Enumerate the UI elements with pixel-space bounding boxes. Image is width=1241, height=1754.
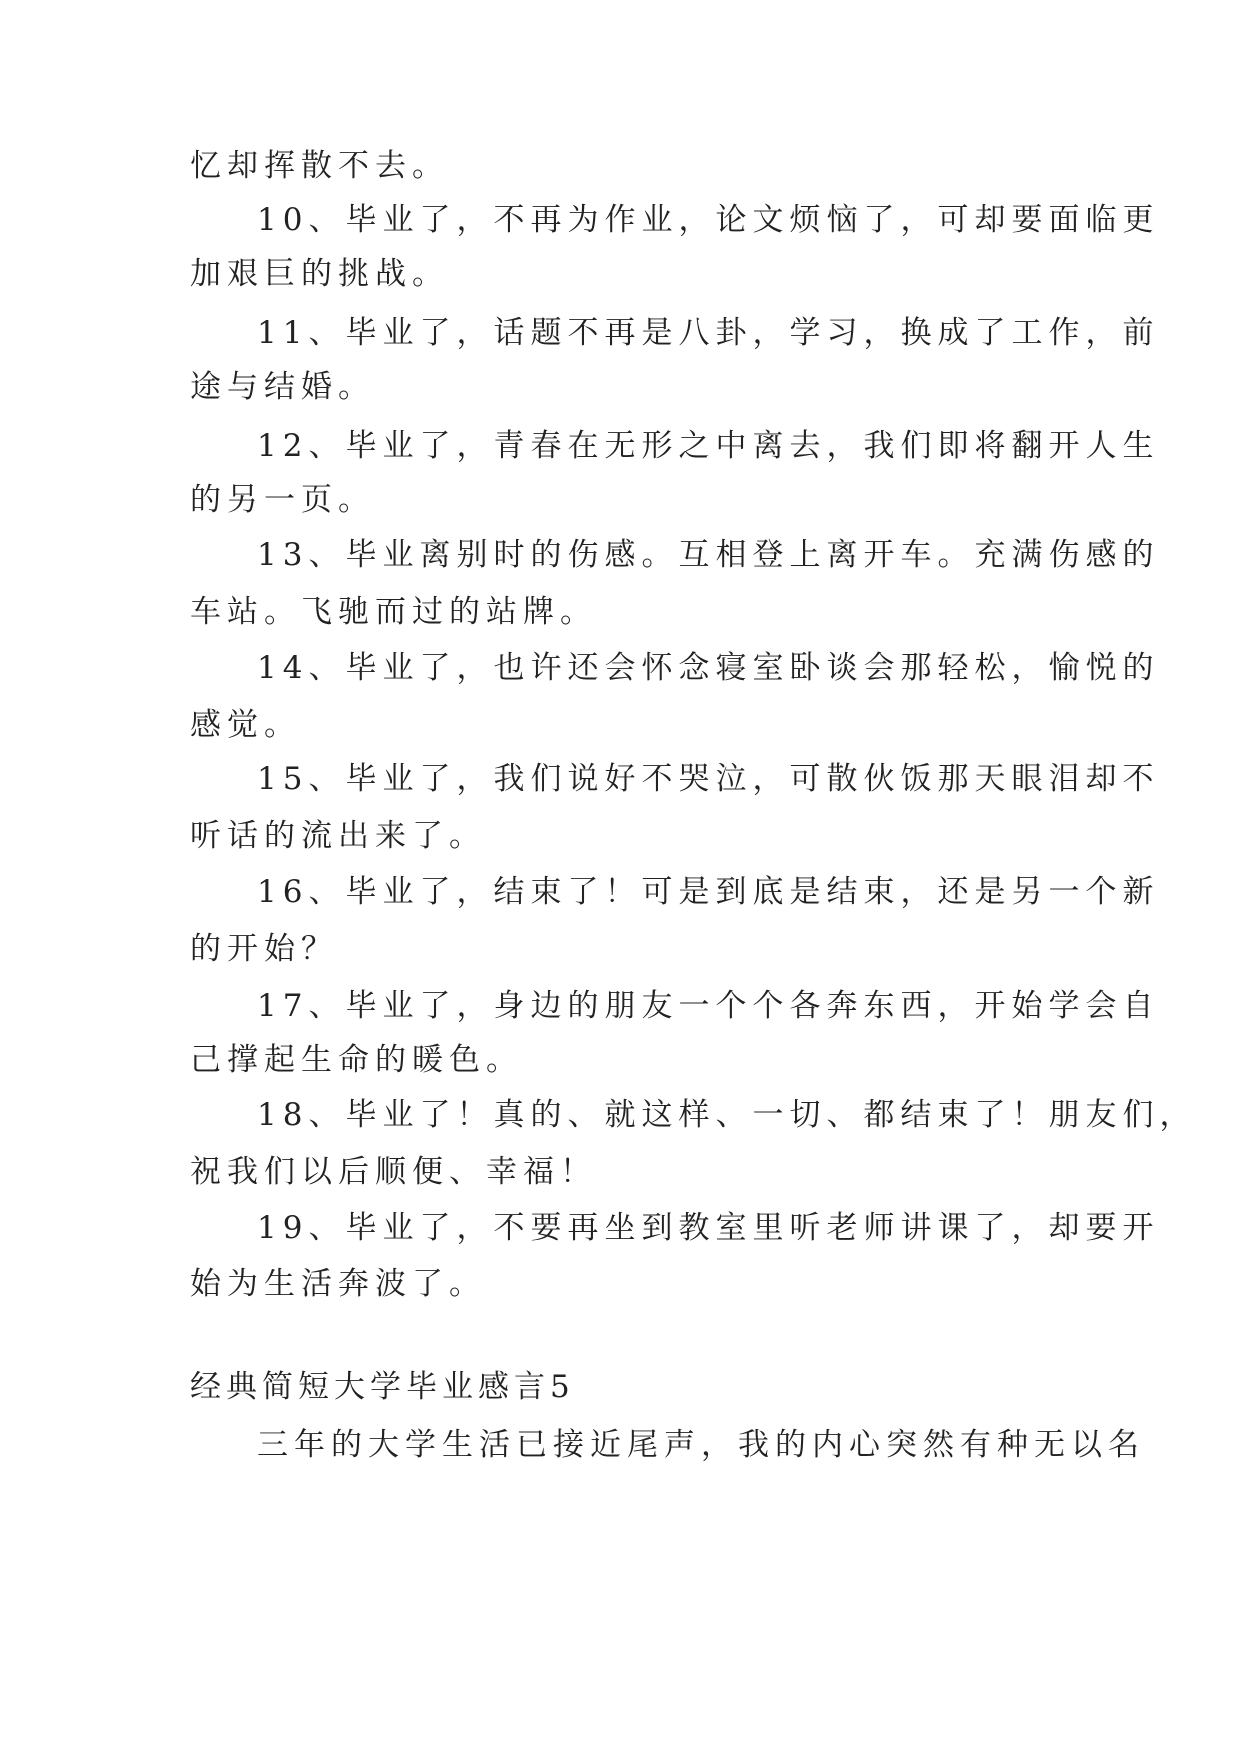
text-line: 19、毕业了，不要再坐到教室里听老师讲课了，却要开 — [257, 1210, 1160, 1246]
text-line: 15、毕业了，我们说好不哭泣，可散伙饭那天眼泪却不 — [257, 761, 1160, 797]
text-line: 三年的大学生活已接近尾声，我的内心突然有种无以名 — [257, 1427, 1145, 1463]
text-line: 车站。飞驰而过的站牌。 — [190, 594, 597, 630]
text-line: 17、毕业了，身边的朋友一个个各奔东西，开始学会自 — [257, 988, 1160, 1024]
text-line: 11、毕业了，话题不再是八卦，学习，换成了工作，前 — [257, 315, 1160, 351]
text-line: 听话的流出来了。 — [190, 818, 486, 854]
text-line: 14、毕业了，也许还会怀念寝室卧谈会那轻松，愉悦的 — [257, 650, 1160, 686]
text-line: 始为生活奔波了。 — [190, 1266, 486, 1302]
text-line: 12、毕业了，青春在无形之中离去，我们即将翻开人生 — [257, 428, 1160, 464]
text-line: 的另一页。 — [190, 482, 375, 518]
text-line: 己撑起生命的暖色。 — [190, 1042, 523, 1078]
text-line: 13、毕业离别时的伤感。互相登上离开车。充满伤感的 — [257, 537, 1160, 573]
text-line: 感觉。 — [190, 707, 301, 743]
text-line: 16、毕业了，结束了！可是到底是结束，还是另一个新 — [257, 874, 1160, 910]
section-heading: 经典简短大学毕业感言5 — [190, 1369, 575, 1405]
text-line: 祝我们以后顺便、幸福！ — [190, 1154, 597, 1190]
text-line: 的开始？ — [190, 931, 338, 967]
text-line: 忆却挥散不去。 — [190, 148, 449, 184]
text-line: 途与结婚。 — [190, 369, 375, 405]
text-line: 加艰巨的挑战。 — [190, 256, 449, 292]
text-line: 10、毕业了，不再为作业，论文烦恼了，可却要面临更 — [257, 202, 1160, 238]
text-line: 18、毕业了！真的、就这样、一切、都结束了！朋友们， — [257, 1097, 1197, 1133]
